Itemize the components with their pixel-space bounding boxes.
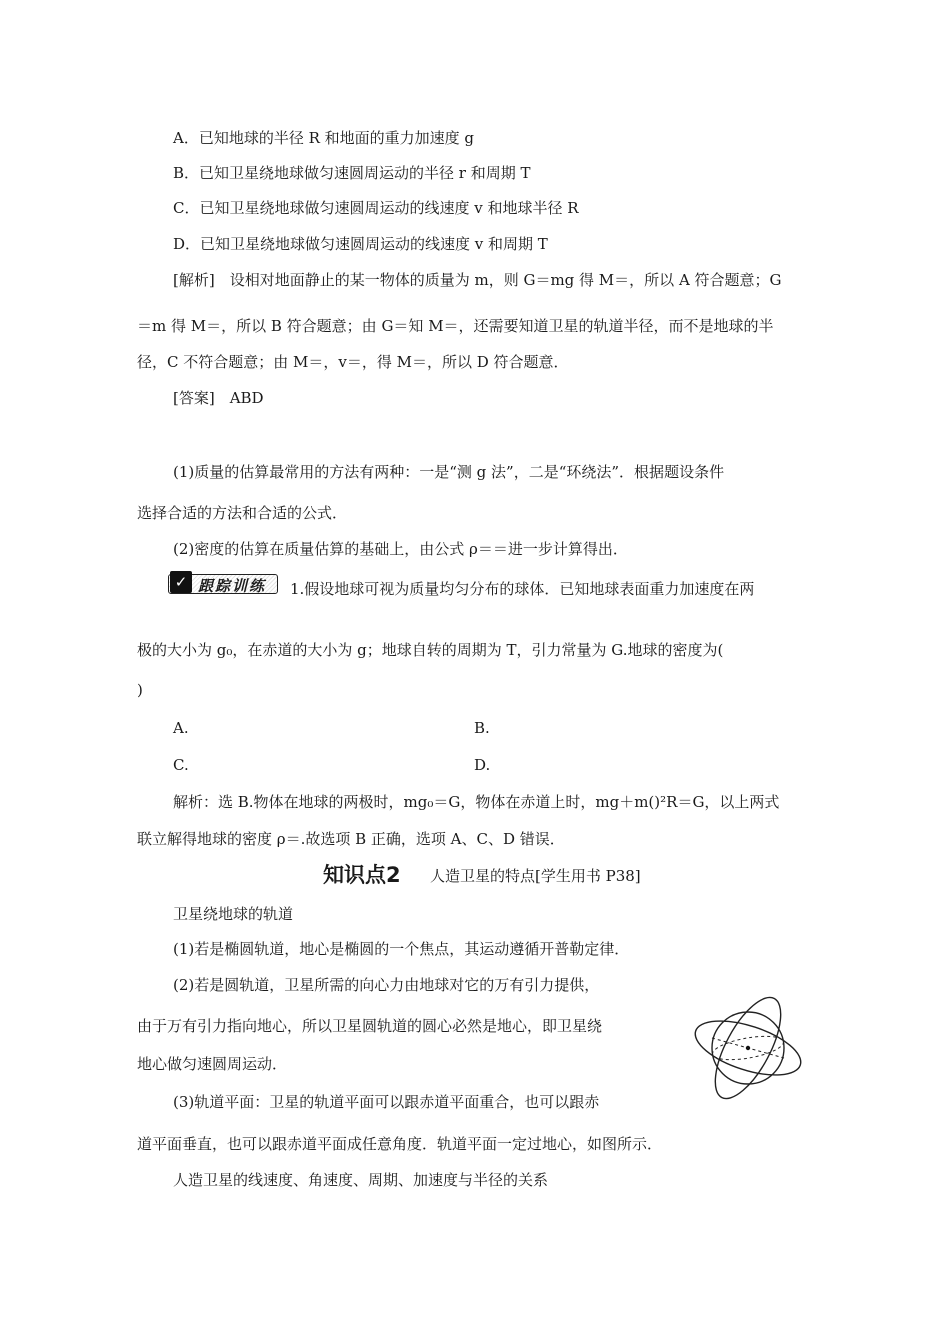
satellite-p2-line-2: 由于万有引力指向地心，所以卫星圆轨道的圆心必然是地心，即卫星绕 [137,1017,603,1035]
training-option-c: C. [173,756,189,774]
satellite-p2-line-1: (2)若是圆轨道，卫星所需的向心力由地球对它的万有引力提供， [173,976,600,994]
option-c: C．已知卫星绕地球做匀速圆周运动的线速度 v 和地球半径 R [173,199,579,217]
option-b: B．已知卫星绕地球做匀速圆周运动的半径 r 和周期 T [173,164,531,182]
analysis-line-2: ＝m 得 M＝，所以 B 符合题意；由 G＝知 M＝，还需要知道卫星的轨道半径，而不是地球的半 [137,317,774,335]
knowledge-point-title: 知识点2 [323,863,401,887]
training-solution-line-2: 联立解得地球的密度 ρ＝.故选项 B 正确，选项 A、C、D 错误． [137,830,565,848]
training-badge [168,571,280,597]
earth-center-dot [746,1046,750,1050]
satellite-p2-line-3: 地心做匀速圆周运动． [137,1055,288,1073]
knowledge-point-subtitle: 人造卫星的特点[学生用书 P38] [430,867,641,885]
note-1-line-2: 选择合适的方法和合适的公式． [137,504,348,522]
training-badge-label: 跟踪训练 [198,577,267,595]
training-option-a: A. [173,719,189,737]
satellite-p3-line-1: (3)轨道平面：卫星的轨道平面可以跟赤道平面重合，也可以跟赤 [173,1093,600,1111]
training-question-line-3: ) [137,681,143,699]
training-question-line-1: 1.假设地球可视为质量均匀分布的球体．已知地球表面重力加速度在两 [290,580,755,598]
option-d: D．已知卫星绕地球做匀速圆周运动的线速度 v 和周期 T [173,235,548,253]
option-a: A．已知地球的半径 R 和地面的重力加速度 g [173,129,475,147]
note-2: (2)密度的估算在质量估算的基础上，由公式 ρ＝＝进一步计算得出． [173,540,628,558]
check-icon: ✓ [170,571,192,593]
satellite-orbit-heading: 卫星绕地球的轨道 [173,905,294,923]
training-option-d: D. [474,756,491,774]
satellite-p4: 人造卫星的线速度、角速度、周期、加速度与半径的关系 [173,1171,549,1189]
training-option-b: B. [474,719,490,737]
training-question-line-2: 极的大小为 g₀，在赤道的大小为 g；地球自转的周期为 T，引力常量为 G.地球的密度为( [137,641,724,659]
analysis-line-3: 径，C 不符合题意；由 M＝，v＝，得 M＝，所以 D 符合题意． [137,353,569,371]
satellite-orbit-figure [690,990,808,1108]
answer: [答案] ABD [173,389,264,407]
satellite-p3-line-2: 道平面垂直，也可以跟赤道平面成任意角度．轨道平面一定过地心，如图所示． [137,1135,663,1153]
satellite-p1: (1)若是椭圆轨道，地心是椭圆的一个焦点，其运动遵循开普勒定律． [173,940,630,958]
training-solution-line-1: 解析：选 B.物体在地球的两极时，mg₀＝G，物体在赤道上时，mg＋m()²R＝G，以上两式 [173,793,780,811]
note-1-line-1: (1)质量的估算最常用的方法有两种：一是“测 g 法”，二是“环绕法”．根据题设条件 [173,463,725,481]
analysis-line-1: [解析] 设相对地面静止的某一物体的质量为 m，则 G＝mg 得 M＝，所以 A 符合题意；G [173,271,782,289]
